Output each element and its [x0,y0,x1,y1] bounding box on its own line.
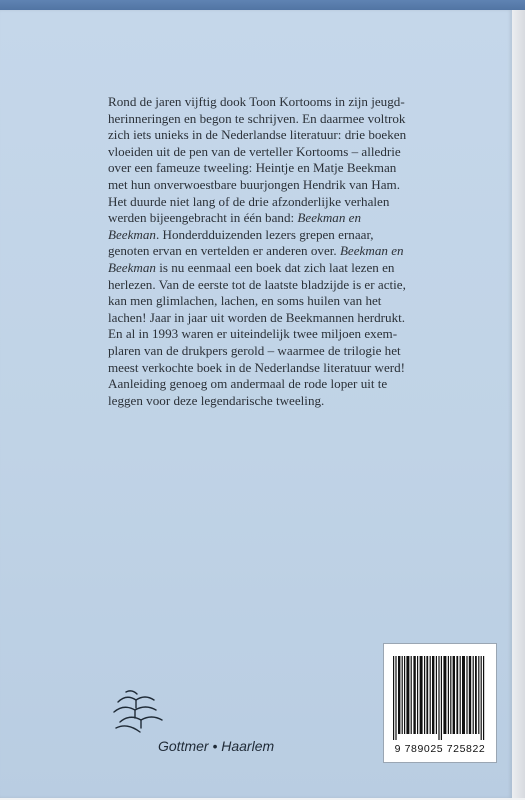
book-title-italic: Beekman en [297,210,362,226]
barcode-bars [393,656,487,740]
book-title-italic: Beekman [108,226,156,242]
blurb-line: En al in 1993 waren er uiteindelijk twee miljoen exem- [108,326,398,342]
book-title-italic: Beekman [108,259,156,275]
blurb-line: Het duurde niet lang of de drie afzonderlijke verhalen [108,193,390,209]
back-cover-blurb [108,94,452,409]
blurb-line: meest verkochte boek in de Nederlandse literatuur werd! [108,359,406,375]
blurb-line: lachen! Jaar in jaar uit worden de Beekmannen herdrukt. [108,309,406,325]
blurb-line [108,243,452,260]
blurb-text: is nu eenmaal een boek dat zich laat lezen en [155,259,395,275]
blurb-line [108,260,452,277]
book-title-italic: Beekman en [339,243,404,259]
blurb-line: Aanleiding genoeg om andermaal de rode loper uit te [108,376,388,392]
blurb-line: kan men glimlachen, lachen, en soms huilen van het [108,293,382,309]
blurb-line: plaren van de drukpers gerold – waarmee de trilogie het [108,342,401,358]
blurb-line: Rond de jaren vijftig dook Toon Kortooms in zijn jeugd- [108,94,405,109]
blurb-line: over een fameuze tweeling: Heintje en Matje Beekman [108,160,397,176]
blurb-text: werden bijeengebracht in één band: [108,210,298,226]
publisher-imprint [106,688,306,778]
isbn-barcode [383,643,497,763]
isbn-number: 9 789025 725822 [394,743,486,755]
blurb-line: herlezen. Van de eerste tot de laatste bladzijde is er actie, [108,276,406,292]
blurb-line [108,210,452,227]
blurb-line: herinneringen en begon te schrijven. En daarmee voltrok [108,110,406,126]
blurb-line: leggen voor deze legendarische tweeling. [108,392,325,408]
blurb-line: zich iets unieks in de Nederlandse literatuur: drie boeken [108,127,407,143]
blurb-line: met hun onverwoestbare buurjongen Hendrik van Ham. [108,176,400,192]
blurb-text: . Honderdduizenden lezers grepen ernaar, [155,226,374,242]
open-books-icon [110,688,170,736]
page-edge [512,10,525,798]
blurb-line [108,227,452,244]
blurb-text: genoten ervan en vertelden er anderen over. [108,243,340,259]
publisher-name: Gottmer • Haarlem [158,738,275,754]
blurb-line: vloeiden uit de pen van de verteller Kortooms – alledrie [108,143,401,159]
